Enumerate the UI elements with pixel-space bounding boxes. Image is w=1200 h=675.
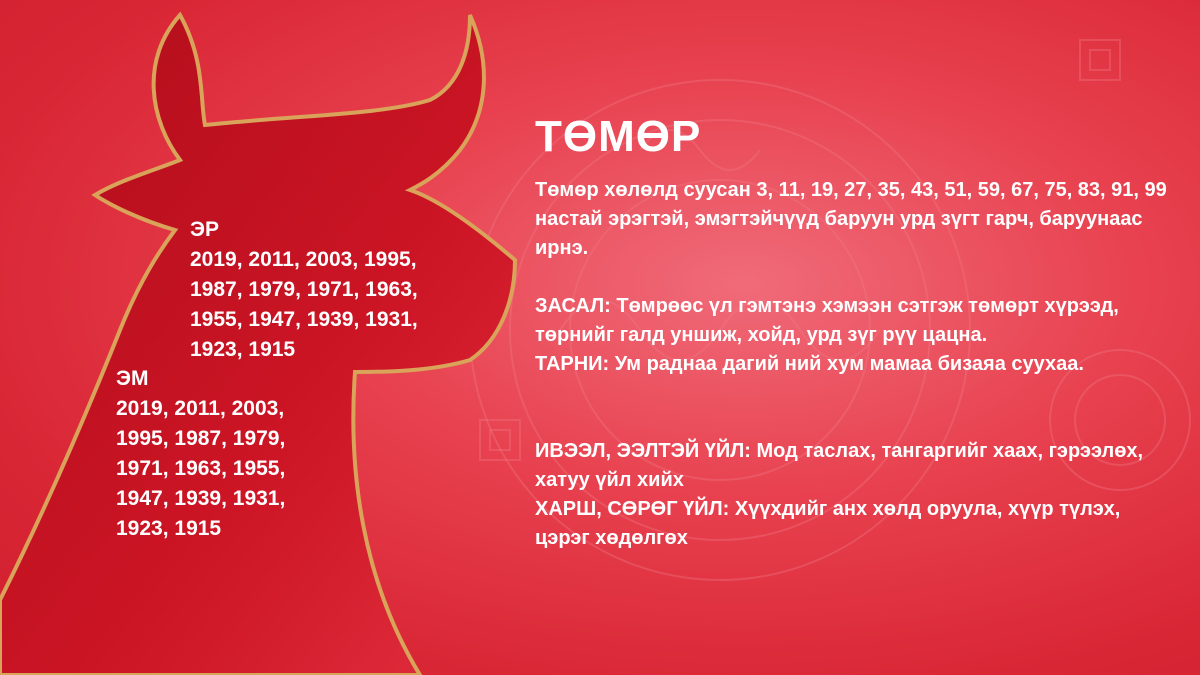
female-years-line: 1923, 1915: [116, 517, 222, 540]
female-years-line: 1971, 1963, 1955,: [116, 457, 286, 480]
intro-paragraph: Төмөр хөлөлд суусан 3, 11, 19, 27, 35, 43, 51, 59, 67, 75, 83, 91, 99 настай эрэгтэй, эмэгтэйчүүд баруун урд зүгт гарч, баруунаас ирнэ.: [535, 179, 1167, 259]
female-heading: ЭМ: [116, 367, 149, 390]
female-years-line: 1995, 1987, 1979,: [116, 427, 286, 450]
page-title: ТӨМӨР: [535, 112, 702, 161]
bad-deeds-paragraph: ХАРШ, СӨРӨГ ҮЙЛ: Хүүхдийг анх хөлд оруула, хүүр түлэх, цэрэг хөдөлгөх: [535, 498, 1121, 549]
good-deeds-paragraph: ИВЭЭЛ, ЭЭЛТЭЙ ҮЙЛ: Мод таслах, тангаргийг хаах, гэрээлөх, хатуу үйл хийх: [535, 440, 1144, 491]
male-heading: ЭР: [190, 218, 219, 241]
male-years-block: [190, 215, 480, 365]
male-years-line: 1923, 1915: [190, 338, 296, 361]
male-years-line: 1955, 1947, 1939, 1931,: [190, 308, 418, 331]
remedy-paragraph: ЗАСАЛ: Төмрөөс үл гэмтэнэ хэмээн сэтгэж төмөрт хүрээд, төрнийг галд уншиж, хойд, урд зүг рүү цацна.: [535, 295, 1119, 346]
female-years-block: [116, 364, 346, 544]
male-years-line: 2019, 2011, 2003, 1995,: [190, 248, 417, 271]
female-years-line: 1947, 1939, 1931,: [116, 487, 286, 510]
description-block: [535, 176, 1175, 553]
male-years-line: 1987, 1979, 1971, 1963,: [190, 278, 418, 301]
female-years-line: 2019, 2011, 2003,: [116, 397, 285, 420]
mantra-paragraph: ТАРНИ: Ум раднаа дагий ний хум мамаа бизаяа суухаа.: [535, 353, 1084, 375]
